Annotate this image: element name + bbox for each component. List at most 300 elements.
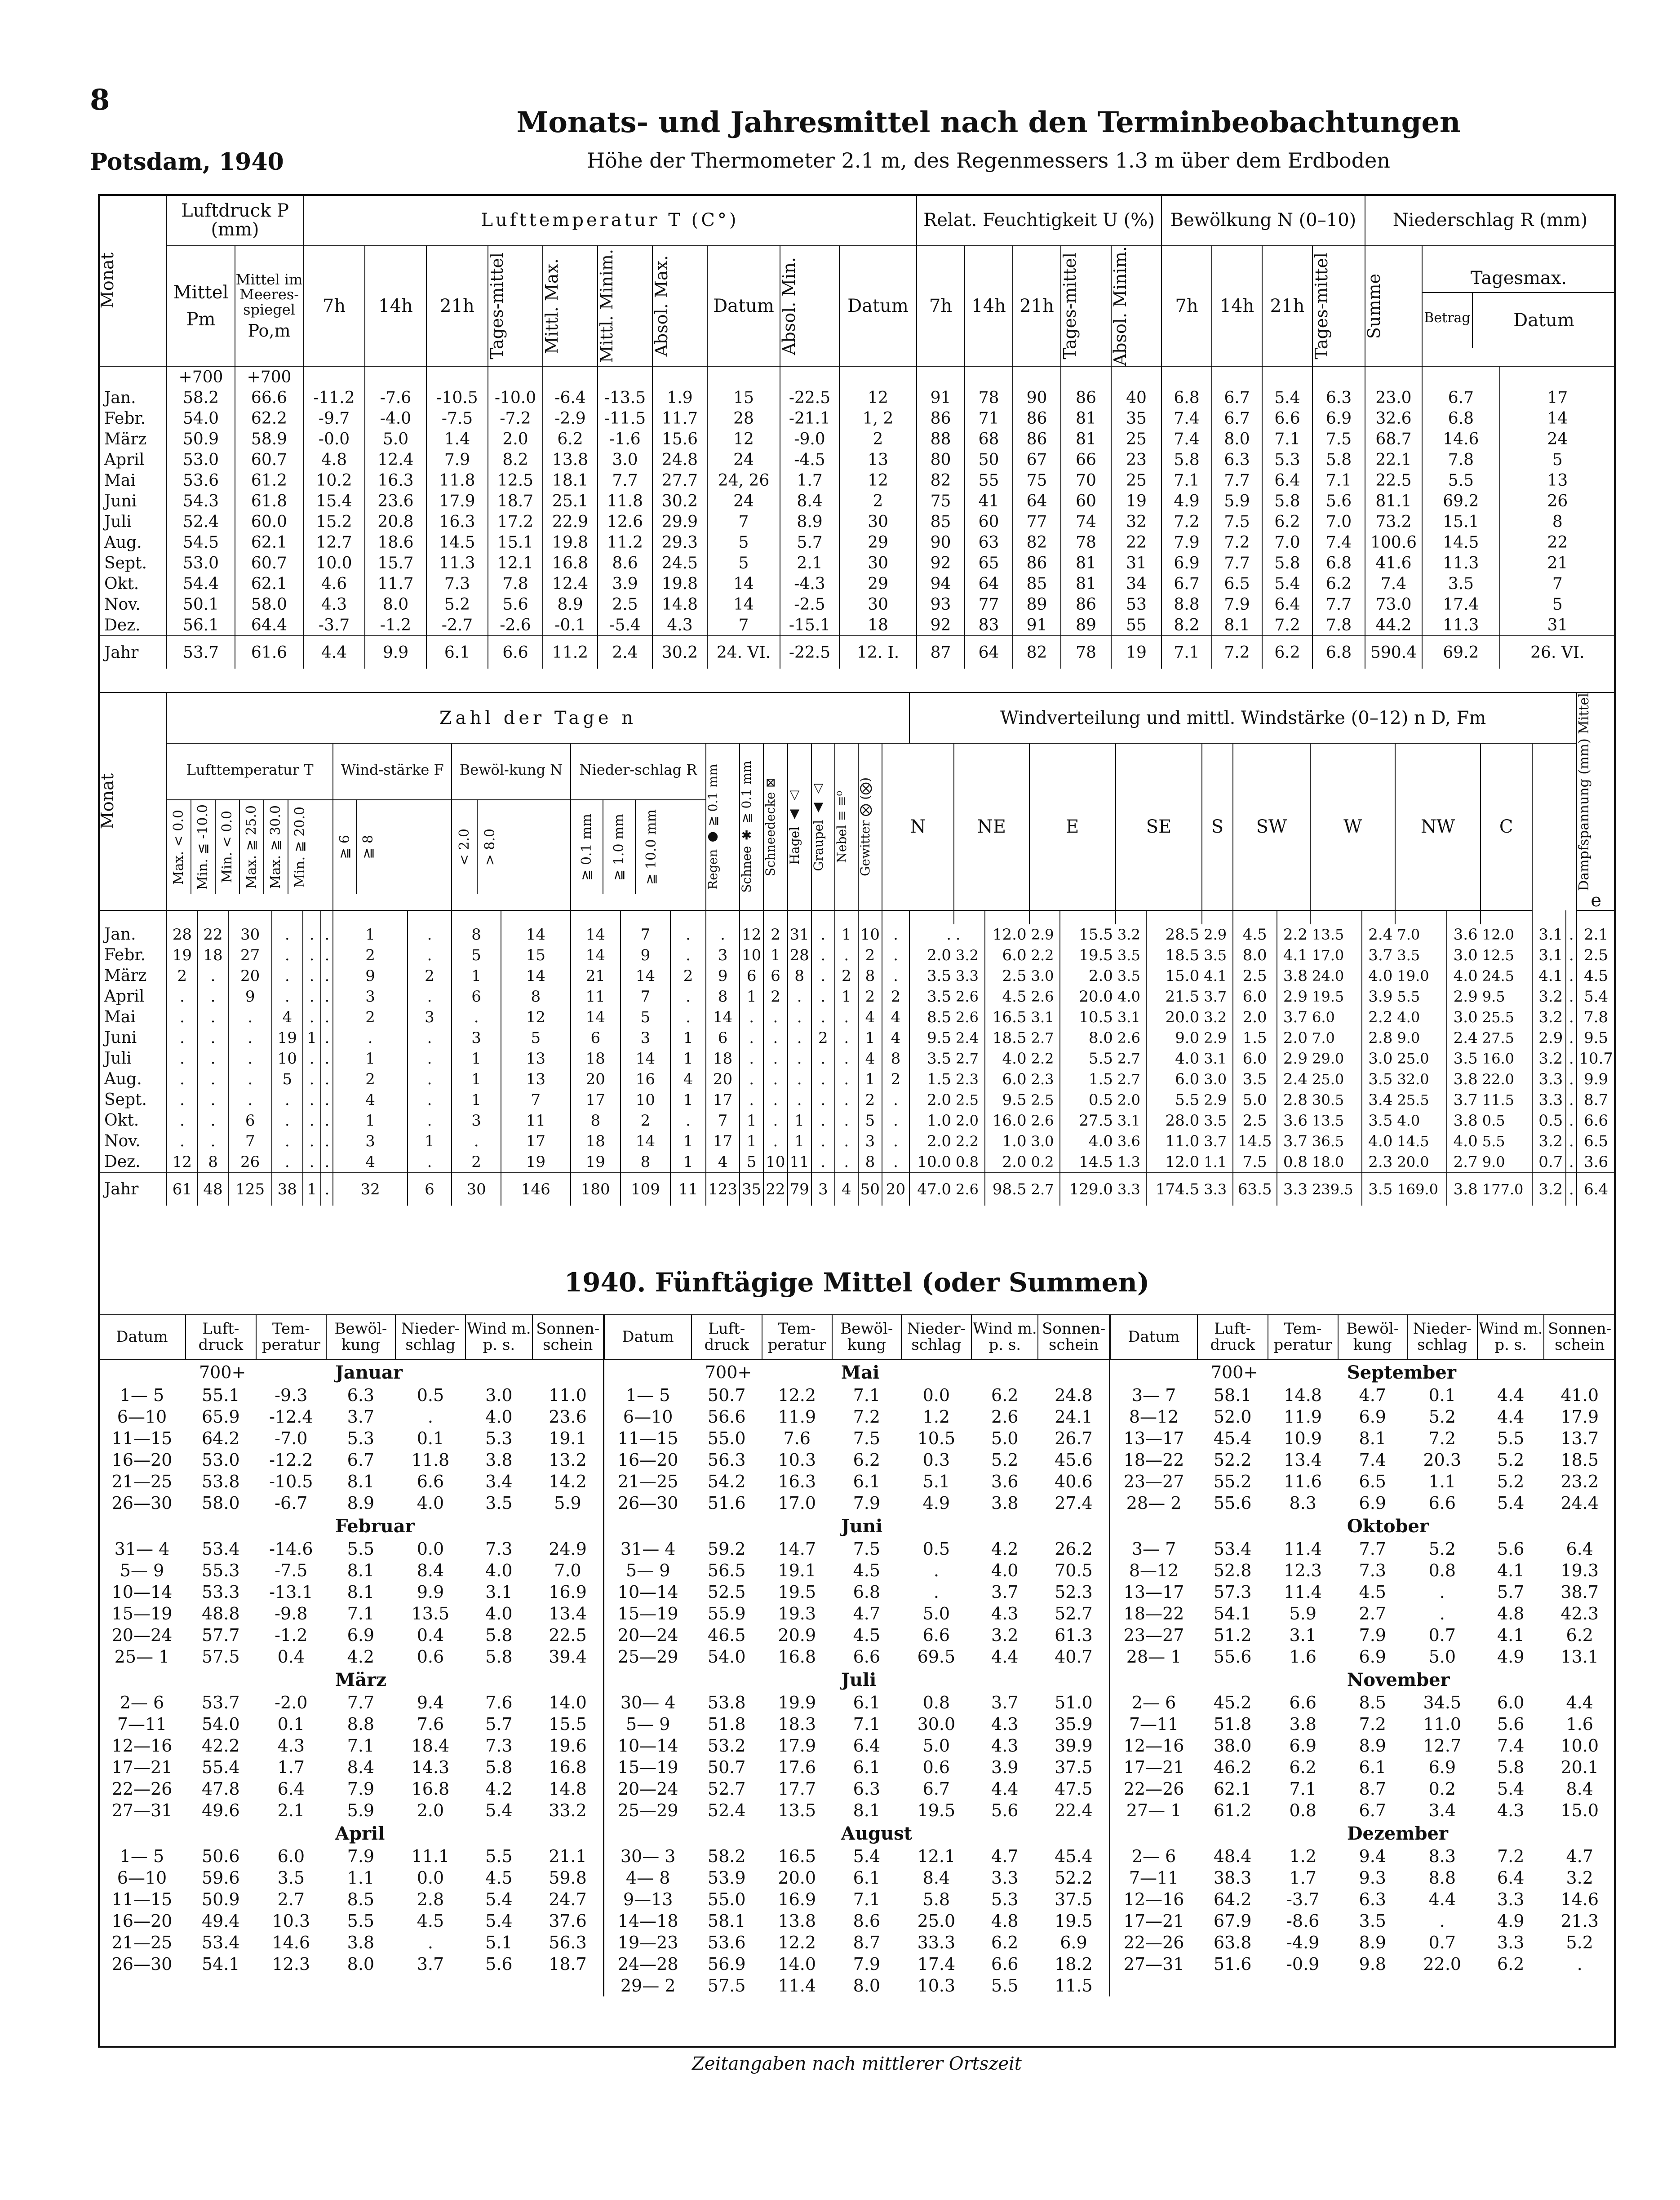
wind-cell: 12.0 — [1146, 1152, 1202, 1173]
col-bewoelkung: Bewölkung N (0–10) — [1161, 195, 1365, 246]
table-cell: 4.4 — [991, 1779, 1019, 1799]
wind-cell: 2.2 — [1029, 945, 1060, 966]
table-cell: 16.9 — [532, 1581, 604, 1603]
table-cell: 11.1 — [411, 1846, 450, 1866]
count-cell: . — [788, 1090, 811, 1110]
count-cell: 61 — [167, 1173, 198, 1206]
wind-cell: 25.0 — [1310, 1069, 1362, 1090]
col-bew-group — [452, 743, 571, 910]
table-cell: 23.0 — [1365, 387, 1422, 408]
count-cell: 38 — [272, 1173, 303, 1206]
count-cell: 19 — [501, 1152, 571, 1173]
cell-empty — [98, 1821, 186, 1845]
month-label: Aug. — [98, 1069, 167, 1090]
wind-cell: 3.6 — [1116, 1131, 1146, 1152]
table-cell: 16.3 — [778, 1472, 816, 1491]
table-cell: 52.4 — [167, 511, 235, 532]
col-monat: Monat — [98, 195, 167, 366]
table-cell: 14.5 — [1422, 532, 1500, 553]
col-meeresspiegel: Mittel im Meeres-spiegel Po,m — [235, 246, 303, 366]
wind-cell: 0.5 — [1481, 1110, 1532, 1131]
table-cell: 52.2 — [1038, 1867, 1109, 1889]
col-luft: Luft-druck — [692, 1315, 762, 1360]
table-cell: 40 — [1111, 387, 1161, 408]
cell-empty — [1268, 1360, 1338, 1384]
table-cell: 6.9 — [1359, 1493, 1386, 1513]
month-label: Nov. — [98, 594, 167, 615]
table-cell: 61.2 — [1213, 1801, 1252, 1820]
date-range: 8—12 — [1129, 1407, 1179, 1427]
count-cell: . — [272, 1090, 303, 1110]
table-cell: 17.4 — [917, 1954, 956, 1974]
table-cell: 4.3 — [1497, 1801, 1525, 1820]
table-cell: 6.2 — [543, 429, 598, 449]
wind-cell: 2.9 — [1277, 1048, 1310, 1069]
table-cell: 68.7 — [1365, 429, 1422, 449]
count-cell: 18 — [571, 1131, 621, 1152]
table-cell: 13.4 — [532, 1603, 604, 1624]
table-cell: 7.2 — [1497, 1846, 1525, 1866]
table-cell: 27.4 — [1038, 1492, 1109, 1514]
table-cell: 19 — [1111, 491, 1161, 511]
table-cell: 12.6 — [598, 511, 652, 532]
table-cell: 7.2 — [1262, 615, 1312, 636]
table-cell: 12.7 — [1423, 1736, 1462, 1756]
page-subtitle: Höhe der Thermometer 2.1 m, des Regenmessers 1.3 m über dem Erdboden — [586, 148, 1391, 173]
table-cell: 5.6 — [1497, 1714, 1525, 1734]
table-cell: 7.1 — [853, 1385, 881, 1405]
wind-cell: 11.5 — [1481, 1090, 1532, 1110]
table-cell: 15 — [707, 387, 780, 408]
table-cell: 3.4 — [485, 1472, 513, 1491]
table-cell: 26. VI. — [1500, 636, 1615, 669]
table-cell: 38.0 — [1213, 1736, 1252, 1756]
wind-cell: 2.0 — [909, 945, 954, 966]
table-cell: 45.4 — [1038, 1845, 1109, 1867]
table-cell: 6.0 — [277, 1846, 305, 1866]
month-label: Jan. — [98, 387, 167, 408]
base-value: +700 — [235, 366, 303, 387]
table-cell: 55.4 — [201, 1757, 240, 1777]
table-cell: 18.4 — [411, 1736, 450, 1756]
table-cell: 22.5 — [532, 1624, 604, 1646]
cell-empty — [882, 910, 909, 924]
month-name: April — [326, 1821, 604, 1845]
count-cell: . — [303, 1090, 321, 1110]
count-cell: . — [228, 1090, 272, 1110]
wind-cell: 2.6 — [954, 1173, 984, 1206]
table-cell: 16.8 — [532, 1756, 604, 1778]
table-cell: 59.8 — [532, 1867, 604, 1889]
table-cell: 0.4 — [417, 1625, 444, 1645]
table-row — [98, 429, 1615, 449]
table-cell: 4.7 — [1359, 1385, 1386, 1405]
table-cell: 6.3 — [853, 1779, 881, 1799]
table-cell: 18.2 — [1038, 1953, 1109, 1975]
table-cell: 33.3 — [917, 1933, 956, 1952]
table-cell: 90 — [1013, 387, 1061, 408]
table-cell: 9.8 — [1359, 1954, 1386, 1974]
table-cell: 50.6 — [201, 1846, 240, 1866]
count-cell: 1 — [670, 1028, 706, 1048]
subcol-c6: Min. ≧ 20.0 — [292, 806, 308, 888]
count-cell: . — [788, 1007, 811, 1028]
wind-cell: 2.9 — [1202, 924, 1232, 945]
table-cell: 14.2 — [532, 1471, 604, 1492]
wind-cell: 25.0 — [1395, 1048, 1447, 1069]
col-f-absmin: Absol. Minim. — [1111, 246, 1161, 366]
cell-empty — [604, 1821, 692, 1845]
col-graupel — [811, 743, 835, 910]
cell-empty — [788, 910, 811, 924]
cell-empty — [1365, 366, 1422, 387]
count-cell: . — [272, 945, 303, 966]
table-cell: 14.7 — [778, 1539, 816, 1559]
table-cell: 5.0 — [922, 1736, 950, 1756]
table-cell: 3.3 — [1497, 1933, 1525, 1952]
table-cell: 58.0 — [201, 1493, 240, 1513]
table-cell: 5.3 — [991, 1890, 1019, 1909]
wind-cell: 30.5 — [1310, 1090, 1362, 1110]
wind-label: Wind-stärke F — [333, 760, 451, 800]
count-cell: . — [740, 1028, 763, 1048]
table-cell: 6.4 — [853, 1736, 881, 1756]
wind-cell: 3.0 — [1447, 945, 1480, 966]
date-range: 27—31 — [1123, 1954, 1184, 1974]
table-cell: 5.2 — [1497, 1450, 1525, 1470]
table-cell: 6.6 — [488, 636, 543, 669]
wind-cell: 28.5 — [1146, 924, 1202, 945]
table-cell: 2.0 — [417, 1801, 444, 1820]
col-wind-s: S — [1202, 743, 1232, 910]
date-range: 31— 4 — [620, 1539, 676, 1559]
table-cell: 5.9 — [532, 1492, 604, 1514]
wind-cell: 3.5 — [909, 1048, 954, 1069]
table-cell: 30.0 — [917, 1714, 956, 1734]
days-wind-table — [98, 692, 1616, 1206]
col-tagesmittel: Tages-mittel — [488, 246, 543, 366]
count-cell: 3 — [333, 986, 408, 1007]
table-cell: 5.4 — [485, 1801, 513, 1820]
wind-cell: 12.0 — [1481, 924, 1532, 945]
table-cell: 7.3 — [426, 573, 488, 594]
table-cell: 4.5 — [1359, 1582, 1386, 1602]
count-cell: 7 — [706, 1110, 740, 1131]
count-cell: . — [763, 1069, 787, 1090]
col-lufttemp: Lufttemperatur T (C°) — [303, 195, 917, 246]
table-cell: 6.5 — [1212, 573, 1262, 594]
table-cell: -7.0 — [275, 1428, 308, 1448]
count-cell: . — [167, 1007, 198, 1028]
table-cell: 14 — [707, 594, 780, 615]
table-cell: 61.6 — [235, 636, 303, 669]
page-title: Monats- und Jahresmittel nach den Terminbeobachtungen — [516, 106, 1461, 139]
table-cell: 17 — [1500, 387, 1615, 408]
table-cell: 11.3 — [1422, 615, 1500, 636]
table-cell: 91 — [1013, 615, 1061, 636]
table-cell: 55 — [1111, 615, 1161, 636]
table-cell: -1.6 — [598, 429, 652, 449]
table-cell: 62.1 — [235, 573, 303, 594]
table-cell: 11.4 — [1284, 1582, 1322, 1602]
table-cell: 12.4 — [543, 573, 598, 594]
table-cell: 73.0 — [1365, 594, 1422, 615]
table-cell: 7.2 — [1428, 1428, 1456, 1448]
wind-cell: 14.5 — [1395, 1131, 1447, 1152]
table-cell: 6.6 — [1262, 408, 1312, 429]
count-cell: . — [198, 986, 229, 1007]
wind-cell: 36.5 — [1310, 1131, 1362, 1152]
bew-label: Bewöl-kung N — [452, 760, 570, 800]
table-cell: 14.3 — [411, 1757, 450, 1777]
cell-empty — [256, 1668, 326, 1692]
wind-cell: 2.4 — [1447, 1028, 1480, 1048]
count-cell: . — [835, 1110, 858, 1131]
wind-cell: . — [1566, 1028, 1577, 1048]
count-cell: 28 — [788, 945, 811, 966]
table-cell: 7.5 — [853, 1428, 881, 1448]
table-cell: 13.5 — [778, 1801, 816, 1820]
table-cell: 2.7 — [277, 1890, 305, 1909]
table-cell: 58.1 — [1213, 1385, 1252, 1405]
table-cell: 52.7 — [1038, 1603, 1109, 1624]
wind-cell: 9.0 — [1146, 1028, 1202, 1048]
nieder-label: Nieder-schlag R — [571, 760, 705, 800]
table-cell: 10.3 — [778, 1450, 816, 1470]
table-cell: 23 — [1111, 449, 1161, 470]
table-cell: 7.3 — [485, 1539, 513, 1559]
count-cell: 8 — [858, 1152, 882, 1173]
table-cell: 0.0 — [417, 1868, 444, 1888]
table-cell: 44.2 — [1365, 615, 1422, 636]
date-range: 15—19 — [617, 1757, 678, 1777]
table-cell: 86 — [1013, 408, 1061, 429]
table-cell: 17.9 — [778, 1736, 816, 1756]
month-header-row — [98, 1514, 1615, 1538]
table-cell: 5.2 — [991, 1450, 1019, 1470]
table-cell: 7.1 — [1289, 1779, 1317, 1799]
count-cell: 2 — [408, 966, 452, 986]
table-row — [98, 1910, 1615, 1932]
table-cell: 54.0 — [201, 1714, 240, 1734]
dampf-cell: 6.4 — [1577, 1173, 1615, 1206]
pressure-base: 700+ — [1210, 1362, 1258, 1382]
col-sonne: Sonnen-schein — [532, 1315, 604, 1360]
table-cell: 4.3 — [991, 1714, 1019, 1734]
table-cell: 42.2 — [201, 1736, 240, 1756]
table-cell: 63.8 — [1213, 1933, 1252, 1952]
table-cell: 53 — [1111, 594, 1161, 615]
table-cell: 21 — [1500, 553, 1615, 573]
table-cell: 58.0 — [235, 594, 303, 615]
table-cell: 50.7 — [707, 1757, 746, 1777]
table-cell: 6.5 — [1359, 1472, 1386, 1491]
count-cell: 4 — [882, 1028, 909, 1048]
count-cell: 4 — [858, 1007, 882, 1028]
wind-cell: 3.0 — [1362, 1048, 1395, 1069]
table-cell: 42.3 — [1560, 1604, 1599, 1623]
table-cell: 78 — [965, 387, 1013, 408]
table-cell: 15.5 — [532, 1713, 604, 1735]
table-cell: 0.1 — [1428, 1385, 1456, 1405]
wind-cell: 2.9 — [1277, 986, 1310, 1007]
wind-cell: 4.5 — [1233, 924, 1277, 945]
table-cell: 14.0 — [778, 1954, 816, 1974]
table-cell: 15.0 — [1560, 1801, 1599, 1820]
table-cell: 9.9 — [417, 1582, 444, 1602]
wind-cell: 16.5 — [985, 1007, 1029, 1028]
dampf-cell: 8.7 — [1577, 1090, 1615, 1110]
table-row — [98, 986, 1615, 1007]
wind-cell: 3.6 — [1277, 1110, 1310, 1131]
table-cell: -5.4 — [598, 615, 652, 636]
table-cell: 3.6 — [991, 1472, 1019, 1491]
table-cell: 53.0 — [167, 553, 235, 573]
table-row — [98, 1756, 1615, 1778]
table-cell: 7.9 — [853, 1493, 881, 1513]
count-cell: 6 — [740, 966, 763, 986]
table-cell: 8.7 — [853, 1933, 881, 1952]
table-cell: 7.2 — [853, 1407, 881, 1427]
col-dampfspannung: Dampfspannung (mm) Mittel e — [1577, 692, 1615, 910]
month-name: August — [832, 1821, 1110, 1845]
col-luft: Luft-druck — [1197, 1315, 1268, 1360]
wind-cell: 10.5 — [1060, 1007, 1116, 1028]
col-nieder-group — [571, 743, 706, 910]
table-cell: 41.0 — [1560, 1385, 1599, 1405]
wind-cell: 6.0 — [985, 1069, 1029, 1090]
table-cell: 53.8 — [201, 1472, 240, 1491]
table-cell: 7.1 — [347, 1604, 375, 1623]
wind-cell: 3.5 — [1202, 1110, 1232, 1131]
table-cell: 81 — [1061, 573, 1111, 594]
cell-empty — [256, 1360, 326, 1384]
wind-cell: 3.3 — [1116, 1173, 1146, 1206]
date-range: 24—28 — [617, 1954, 678, 1974]
table-cell: 11.9 — [778, 1407, 816, 1427]
date-range: 10—14 — [617, 1736, 678, 1756]
table-cell: -7.5 — [426, 408, 488, 429]
table-cell: -1.2 — [365, 615, 426, 636]
date-range: 2— 6 — [120, 1693, 164, 1712]
table-cell: 8.1 — [1212, 615, 1262, 636]
wind-cell: 4.1 — [1532, 966, 1566, 986]
count-cell: 1 — [333, 1048, 408, 1069]
wind-cell: 3.0 — [1447, 1007, 1480, 1028]
wind-cell: 4.0 — [1447, 966, 1480, 986]
count-cell: 8 — [571, 1110, 621, 1131]
wind-cell: 2.2 — [1277, 924, 1310, 945]
wind-cell: 18.0 — [1310, 1152, 1362, 1173]
table-cell: 64 — [1013, 491, 1061, 511]
table-cell: 8.4 — [922, 1868, 950, 1888]
cell-empty — [1407, 1975, 1477, 1996]
count-cell: 2 — [858, 945, 882, 966]
table-cell: 59.6 — [201, 1868, 240, 1888]
table-cell: 5.3 — [1262, 449, 1312, 470]
wind-cell: 20.0 — [1146, 1007, 1202, 1028]
count-cell: 19 — [272, 1028, 303, 1048]
table-cell: 19.1 — [778, 1561, 816, 1580]
count-cell: 14 — [621, 1048, 670, 1069]
table-cell: 7.7 — [347, 1693, 375, 1712]
table-cell: 3.0 — [598, 449, 652, 470]
count-cell: 4 — [858, 1048, 882, 1069]
table-cell: -11.5 — [598, 408, 652, 429]
table-cell: 45.6 — [1038, 1449, 1109, 1471]
date-range: 22—26 — [1123, 1933, 1184, 1952]
table-cell: 7.9 — [853, 1954, 881, 1974]
count-cell: . — [303, 924, 321, 945]
wind-cell: 17.0 — [1310, 945, 1362, 966]
wind-cell: 21.5 — [1146, 986, 1202, 1007]
table-cell: 10.3 — [917, 1976, 956, 1996]
table-cell: 19 — [1111, 636, 1161, 669]
table-cell: 53.7 — [167, 636, 235, 669]
date-range: 8—12 — [1129, 1561, 1179, 1580]
table-cell: 6.7 — [1212, 387, 1262, 408]
table-cell: 25 — [1111, 429, 1161, 449]
date-range: 11—15 — [617, 1428, 678, 1448]
count-cell: 2 — [670, 966, 706, 986]
table-cell: 47.8 — [201, 1779, 240, 1799]
count-cell: 31 — [788, 924, 811, 945]
table-cell: 17.7 — [778, 1779, 816, 1799]
table-cell: 67.9 — [1213, 1911, 1252, 1931]
count-cell: 1 — [670, 1131, 706, 1152]
table-cell: 30 — [839, 594, 917, 615]
table-cell: 64 — [965, 636, 1013, 669]
table-cell: 86 — [1061, 594, 1111, 615]
cell-empty — [333, 910, 408, 924]
cell-empty — [762, 1668, 832, 1692]
table-cell: 7.2 — [1161, 511, 1212, 532]
count-cell: . — [408, 1152, 452, 1173]
table-cell: 16.3 — [365, 470, 426, 491]
table-cell: -2.5 — [780, 594, 839, 615]
count-cell: . — [835, 1069, 858, 1090]
count-cell: 10 — [621, 1090, 670, 1110]
table-cell: 6.2 — [853, 1450, 881, 1470]
table-cell: 53.8 — [707, 1693, 746, 1712]
count-cell: 10 — [763, 1152, 787, 1173]
wind-cell: 4.0 — [1362, 1131, 1395, 1152]
count-cell: . — [303, 986, 321, 1007]
count-cell: . — [303, 966, 321, 986]
date-range: 1— 5 — [120, 1385, 164, 1405]
table-row — [98, 594, 1615, 615]
count-cell: 10 — [740, 945, 763, 966]
wind-cell: 4.0 — [1395, 1007, 1447, 1028]
col-datum: Datum — [707, 246, 780, 366]
wind-cell: 24.0 — [1310, 966, 1362, 986]
table-cell: 13.1 — [1560, 1647, 1599, 1667]
count-cell: 13 — [501, 1069, 571, 1090]
wind-cell: 1.5 — [1233, 1028, 1277, 1048]
table-cell: 7.7 — [1359, 1539, 1386, 1559]
table-cell: 30.2 — [652, 491, 707, 511]
col-regen — [706, 743, 740, 910]
table-cell: 55.0 — [707, 1428, 746, 1448]
count-cell: 3 — [706, 945, 740, 966]
cell-empty — [408, 910, 452, 924]
count-cell: 12 — [167, 1152, 198, 1173]
table-cell: 74 — [1061, 511, 1111, 532]
wind-cell: 12.5 — [1481, 945, 1532, 966]
wind-cell: 20.0 — [1060, 986, 1116, 1007]
cell-empty — [1268, 1821, 1338, 1845]
count-cell: . — [167, 1131, 198, 1152]
